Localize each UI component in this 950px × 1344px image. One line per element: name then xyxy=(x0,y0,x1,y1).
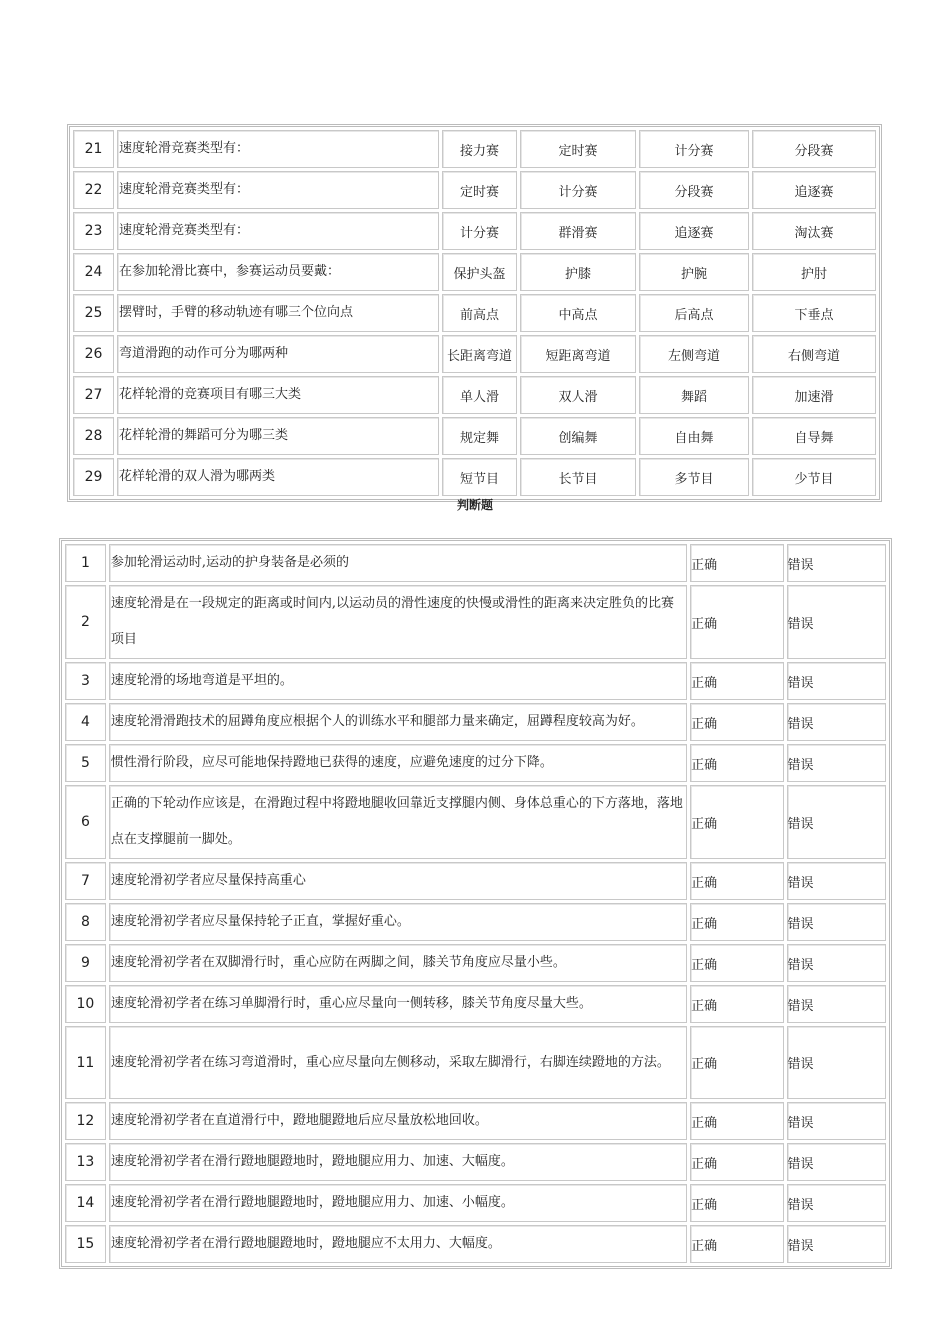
question-text: 花样轮滑的舞蹈可分为哪三类 xyxy=(117,417,439,455)
option-cell: 后高点 xyxy=(639,294,749,332)
statement-row xyxy=(65,903,886,941)
statement-row xyxy=(65,1225,886,1263)
option-cell: 单人滑 xyxy=(442,376,517,414)
true-option: 正确 xyxy=(690,744,783,782)
false-option: 错误 xyxy=(787,1102,886,1140)
option-cell: 双人滑 xyxy=(520,376,636,414)
question-row xyxy=(73,294,876,332)
question-number: 27 xyxy=(73,376,114,414)
option-cell: 计分赛 xyxy=(520,171,636,209)
statement-number: 15 xyxy=(65,1225,106,1263)
statement-row xyxy=(65,1143,886,1181)
statement-row xyxy=(65,585,886,659)
multiple-choice-table xyxy=(67,124,882,502)
false-option: 错误 xyxy=(787,703,886,741)
question-number: 26 xyxy=(73,335,114,373)
option-cell: 计分赛 xyxy=(639,130,749,168)
true-option: 正确 xyxy=(690,703,783,741)
question-number: 22 xyxy=(73,171,114,209)
option-cell: 长节目 xyxy=(520,458,636,496)
question-row xyxy=(73,458,876,496)
statement-number: 5 xyxy=(65,744,106,782)
true-option: 正确 xyxy=(690,903,783,941)
statement-row xyxy=(65,985,886,1023)
statement-row xyxy=(65,944,886,982)
statement-number: 7 xyxy=(65,862,106,900)
question-text: 在参加轮滑比赛中，参赛运动员要戴： xyxy=(117,253,439,291)
statement-text: 速度轮滑初学者在双脚滑行时，重心应防在两脚之间，膝关节角度应尽量小些。 xyxy=(109,944,687,982)
option-cell: 护膝 xyxy=(520,253,636,291)
option-cell: 舞蹈 xyxy=(639,376,749,414)
statement-text: 速度轮滑是在一段规定的距离或时间内,以运动员的滑性速度的快慢或滑性的距离来决定胜负的比赛项目 xyxy=(109,585,687,659)
option-cell: 短节目 xyxy=(442,458,517,496)
statement-text: 速度轮滑初学者在滑行蹬地腿蹬地时，蹬地腿应用力、加速、大幅度。 xyxy=(109,1143,687,1181)
question-text: 花样轮滑的竞赛项目有哪三大类 xyxy=(117,376,439,414)
option-cell: 计分赛 xyxy=(442,212,517,250)
true-option: 正确 xyxy=(690,1225,783,1263)
false-option: 错误 xyxy=(787,744,886,782)
option-cell: 群滑赛 xyxy=(520,212,636,250)
true-option: 正确 xyxy=(690,785,783,859)
true-option: 正确 xyxy=(690,544,783,582)
question-text: 摆臂时，手臂的移动轨迹有哪三个位向点 xyxy=(117,294,439,332)
question-number: 21 xyxy=(73,130,114,168)
option-cell: 接力赛 xyxy=(442,130,517,168)
statement-row xyxy=(65,785,886,859)
statement-text: 速度轮滑初学者应尽量保持轮子正直，掌握好重心。 xyxy=(109,903,687,941)
statement-row xyxy=(65,744,886,782)
option-cell: 保护头盔 xyxy=(442,253,517,291)
statement-row xyxy=(65,1102,886,1140)
false-option: 错误 xyxy=(787,585,886,659)
question-number: 29 xyxy=(73,458,114,496)
statement-text: 速度轮滑初学者在滑行蹬地腿蹬地时，蹬地腿应用力、加速、小幅度。 xyxy=(109,1184,687,1222)
option-cell: 自导舞 xyxy=(752,417,876,455)
statement-row xyxy=(65,1184,886,1222)
question-number: 24 xyxy=(73,253,114,291)
statement-row xyxy=(65,662,886,700)
false-option: 错误 xyxy=(787,1143,886,1181)
option-cell: 规定舞 xyxy=(442,417,517,455)
question-text: 速度轮滑竞赛类型有： xyxy=(117,212,439,250)
statement-number: 11 xyxy=(65,1026,106,1099)
option-cell: 追逐赛 xyxy=(639,212,749,250)
option-cell: 分段赛 xyxy=(639,171,749,209)
question-row xyxy=(73,212,876,250)
true-option: 正确 xyxy=(690,1102,783,1140)
true-option: 正确 xyxy=(690,985,783,1023)
question-row xyxy=(73,171,876,209)
statement-number: 9 xyxy=(65,944,106,982)
true-option: 正确 xyxy=(690,662,783,700)
statement-text: 正确的下轮动作应该是，在滑跑过程中将蹬地腿收回靠近支撑腿内侧、身体总重心的下方落地，落地点在支撑腿前一脚处。 xyxy=(109,785,687,859)
option-cell: 加速滑 xyxy=(752,376,876,414)
question-number: 25 xyxy=(73,294,114,332)
statement-number: 1 xyxy=(65,544,106,582)
option-cell: 自由舞 xyxy=(639,417,749,455)
true-false-table xyxy=(59,538,892,1269)
false-option: 错误 xyxy=(787,944,886,982)
option-cell: 追逐赛 xyxy=(752,171,876,209)
statement-number: 10 xyxy=(65,985,106,1023)
statement-text: 速度轮滑初学者在练习弯道滑时，重心应尽量向左侧移动，采取左脚滑行，右脚连续蹬地的方法。 xyxy=(109,1026,687,1099)
question-row xyxy=(73,130,876,168)
false-option: 错误 xyxy=(787,985,886,1023)
false-option: 错误 xyxy=(787,1184,886,1222)
question-text: 速度轮滑竞赛类型有： xyxy=(117,130,439,168)
question-row xyxy=(73,253,876,291)
statement-number: 4 xyxy=(65,703,106,741)
statement-number: 8 xyxy=(65,903,106,941)
false-option: 错误 xyxy=(787,1026,886,1099)
false-option: 错误 xyxy=(787,1225,886,1263)
question-text: 弯道滑跑的动作可分为哪两种 xyxy=(117,335,439,373)
statement-number: 6 xyxy=(65,785,106,859)
option-cell: 中高点 xyxy=(520,294,636,332)
statement-text: 速度轮滑初学者在直道滑行中，蹬地腿蹬地后应尽量放松地回收。 xyxy=(109,1102,687,1140)
statement-row xyxy=(65,544,886,582)
statement-number: 2 xyxy=(65,585,106,659)
option-cell: 创编舞 xyxy=(520,417,636,455)
option-cell: 定时赛 xyxy=(520,130,636,168)
false-option: 错误 xyxy=(787,903,886,941)
statement-number: 14 xyxy=(65,1184,106,1222)
true-option: 正确 xyxy=(690,1184,783,1222)
statement-text: 惯性滑行阶段，应尽可能地保持蹬地已获得的速度，应避免速度的过分下降。 xyxy=(109,744,687,782)
statement-text: 参加轮滑运动时,运动的护身装备是必须的 xyxy=(109,544,687,582)
option-cell: 前高点 xyxy=(442,294,517,332)
statement-text: 速度轮滑初学者在滑行蹬地腿蹬地时，蹬地腿应不太用力、大幅度。 xyxy=(109,1225,687,1263)
option-cell: 右侧弯道 xyxy=(752,335,876,373)
true-option: 正确 xyxy=(690,1026,783,1099)
true-false-body xyxy=(65,544,886,1263)
statement-number: 13 xyxy=(65,1143,106,1181)
option-cell: 护腕 xyxy=(639,253,749,291)
statement-text: 速度轮滑的场地弯道是平坦的。 xyxy=(109,662,687,700)
statement-row xyxy=(65,703,886,741)
option-cell: 短距离弯道 xyxy=(520,335,636,373)
true-option: 正确 xyxy=(690,1143,783,1181)
option-cell: 淘汰赛 xyxy=(752,212,876,250)
statement-text: 速度轮滑初学者在练习单脚滑行时，重心应尽量向一侧转移，膝关节角度尽量大些。 xyxy=(109,985,687,1023)
false-option: 错误 xyxy=(787,785,886,859)
statement-number: 12 xyxy=(65,1102,106,1140)
true-option: 正确 xyxy=(690,862,783,900)
section-title: 判断题 xyxy=(456,498,493,512)
question-row xyxy=(73,335,876,373)
option-cell: 多节目 xyxy=(639,458,749,496)
statement-row xyxy=(65,862,886,900)
true-option: 正确 xyxy=(690,585,783,659)
option-cell: 左侧弯道 xyxy=(639,335,749,373)
option-cell: 定时赛 xyxy=(442,171,517,209)
question-text: 速度轮滑竞赛类型有： xyxy=(117,171,439,209)
statement-text: 速度轮滑滑跑技术的屈蹲角度应根据个人的训练水平和腿部力量来确定，屈蹲程度较高为好。 xyxy=(109,703,687,741)
question-text: 花样轮滑的双人滑为哪两类 xyxy=(117,458,439,496)
statement-text: 速度轮滑初学者应尽量保持高重心 xyxy=(109,862,687,900)
multiple-choice-body xyxy=(73,130,876,496)
statement-number: 3 xyxy=(65,662,106,700)
true-option: 正确 xyxy=(690,944,783,982)
statement-row xyxy=(65,1026,886,1099)
question-row xyxy=(73,417,876,455)
question-number: 28 xyxy=(73,417,114,455)
false-option: 错误 xyxy=(787,862,886,900)
option-cell: 分段赛 xyxy=(752,130,876,168)
question-row xyxy=(73,376,876,414)
option-cell: 护肘 xyxy=(752,253,876,291)
option-cell: 长距离弯道 xyxy=(442,335,517,373)
option-cell: 少节目 xyxy=(752,458,876,496)
question-number: 23 xyxy=(73,212,114,250)
false-option: 错误 xyxy=(787,544,886,582)
option-cell: 下垂点 xyxy=(752,294,876,332)
false-option: 错误 xyxy=(787,662,886,700)
